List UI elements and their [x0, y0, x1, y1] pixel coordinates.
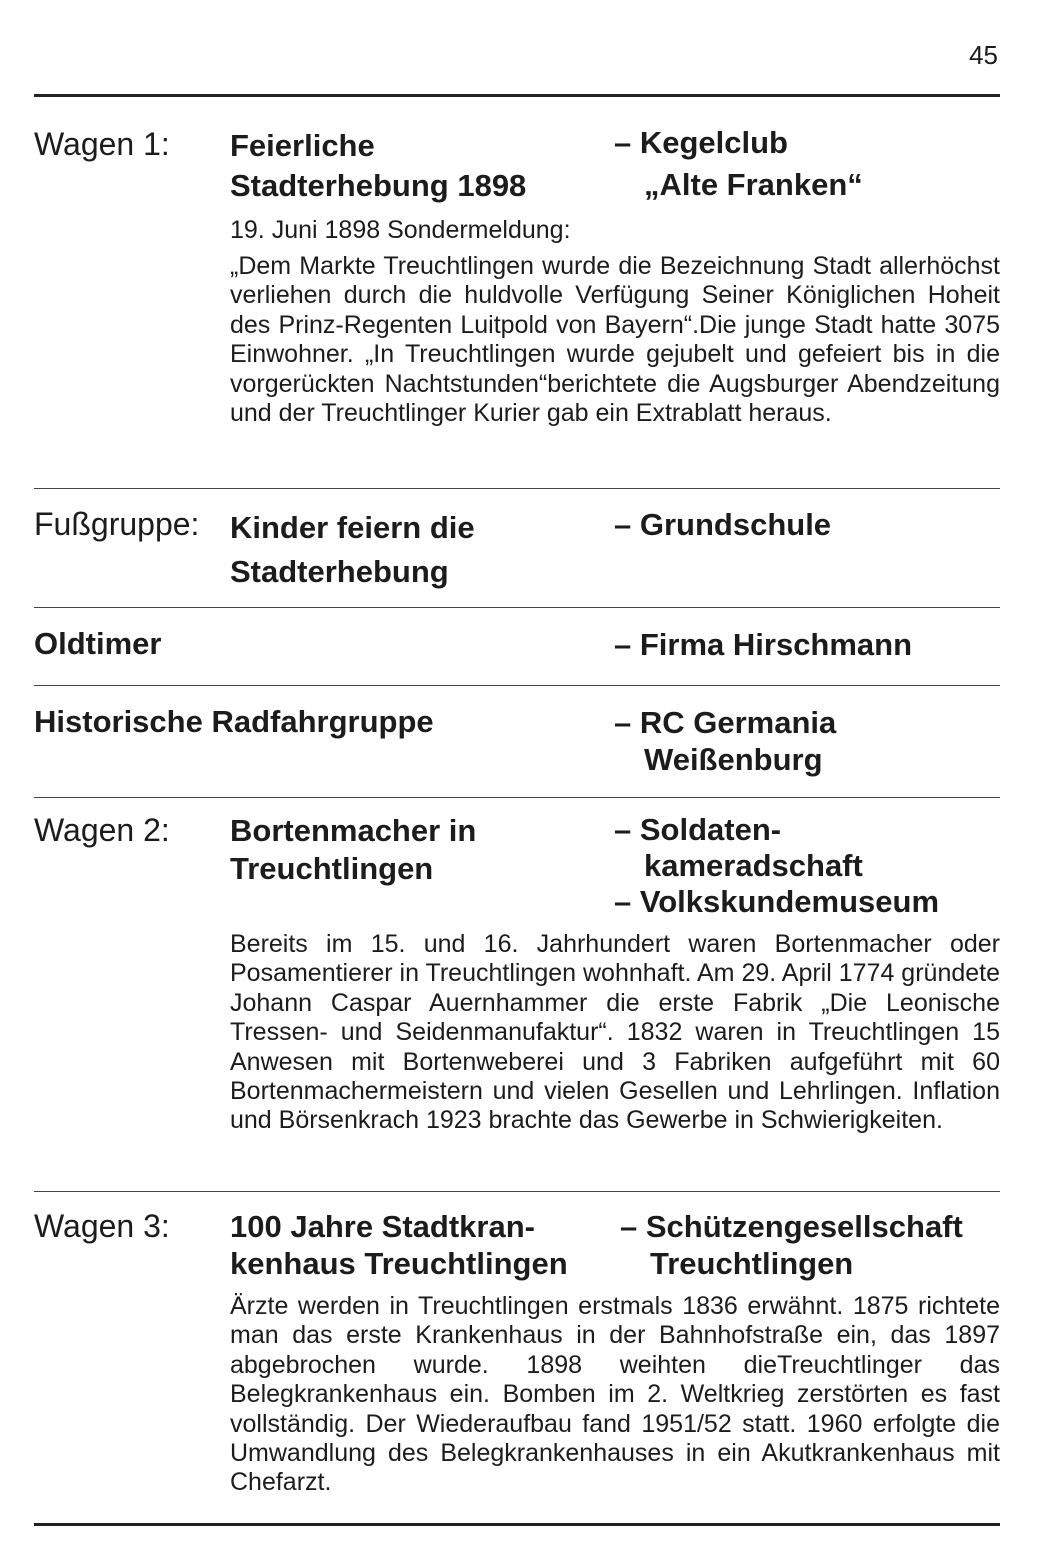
entry-organization — [614, 626, 1004, 663]
entry-org-line: – Grundschule — [614, 507, 832, 542]
entry-label: Oldtimer — [34, 626, 162, 661]
entry-org-line: „Alte Franken“ — [644, 167, 863, 202]
entry-wagen-2 — [34, 812, 1004, 1182]
entry-org-line: – Volkskundemuseum — [614, 884, 940, 919]
entry-org-line: – RC Germania — [614, 705, 837, 740]
entry-label: Wagen 2: — [34, 812, 170, 848]
entry-subheading: 19. Juni 1898 Sondermeldung: — [230, 216, 571, 244]
entry-title — [230, 126, 610, 206]
entry-org-line: – Soldaten- — [614, 812, 782, 847]
entry-organization — [614, 122, 1004, 206]
entry-organization — [614, 812, 1004, 920]
entry-org-line: – Firma Hirschmann — [614, 627, 913, 662]
entry-fussgruppe — [34, 506, 1004, 596]
entry-description: Bereits im 15. und 16. Jahrhundert waren Bortenmacher oder Posamentierer in Treuchtlingen wohnhaft. Am 29. April 1774 gründete Johann Caspar Auernhammer die erste Fabrik „Die Leonische Tressen- und Seidenmanufaktur“. 1832 waren in Treuchtlingen 15 Anwesen mit Bortenweberei und 3 Fabriken aufgeführt mit 60 Bortenmachermeistern und vielen Gesellen und Lehrlingen. Inflation und Börsenkrach 1923 brachte das Gewerbe in Schwierigkeiten. — [230, 930, 1000, 1135]
divider — [34, 607, 1000, 608]
entry-title-line: Treuchtlingen — [230, 851, 434, 886]
entry-title — [230, 812, 610, 888]
entry-label: Fußgruppe: — [34, 506, 200, 542]
entry-title — [230, 1208, 630, 1282]
entry-wagen-3 — [34, 1208, 1004, 1508]
divider — [34, 797, 1000, 798]
divider — [34, 1191, 1000, 1192]
entry-title-line: Stadterhebung 1898 — [230, 168, 527, 203]
entry-title-line: 100 Jahre Stadtkran- — [230, 1209, 535, 1244]
entry-organization — [614, 704, 1004, 778]
top-rule — [34, 94, 1000, 97]
entry-organization — [614, 506, 1004, 543]
page-number: 45 — [969, 40, 998, 70]
entry-org-line: Weißenburg — [644, 742, 823, 777]
entry-oldtimer — [34, 626, 1004, 670]
entry-org-line: Treuchtlingen — [650, 1246, 854, 1281]
entry-label: Wagen 1: — [34, 126, 170, 162]
bottom-rule — [34, 1523, 1000, 1526]
entry-radfahrgruppe — [34, 704, 1004, 784]
entry-title-line: Bortenmacher in — [230, 813, 477, 848]
entry-label: Historische Radfahrgruppe — [34, 704, 434, 739]
entry-title-line: Feierliche — [230, 128, 375, 163]
entry-title — [230, 506, 610, 594]
entry-title-line: Stadterhebung — [230, 554, 449, 589]
entry-org-line: kameradschaft — [644, 848, 863, 883]
entry-organization — [620, 1208, 1010, 1282]
divider — [34, 488, 1000, 489]
entry-description: „Dem Markte Treuchtlingen wurde die Bezeichnung Stadt allerhöchst verliehen durch die huldvolle Verfügung Seiner Königlichen Hoheit des Prinz-Regenten Luitpold von Bayern“.Die junge Stadt hatte 3075 Einwohner. „In Treuchtlingen wurde gejubelt und gefeiert bis in die vorgerückten Nachtstunden“berichtete die Augsburger Abendzeitung und der Treuchtlinger Kurier gab ein Extrablatt heraus. — [230, 252, 1000, 428]
entry-org-line: – Schützengesellschaft — [620, 1209, 963, 1244]
entry-description: Ärzte werden in Treuchtlingen erstmals 1836 erwähnt. 1875 richtete man das erste Krankenhaus in der Bahnhofstraße ein, das 1897 abgebrochen wurde. 1898 weihten dieTreuchtlinger das Belegkrankenhaus ein. Bomben im 2. Weltkrieg zerstörten es fast vollständig. Der Wiederaufbau fand 1951/52 statt. 1960 erfolgte die Umwandlung des Belegkrankenhauses in ein Akutkrankenhaus mit Chefarzt. — [230, 1292, 1000, 1497]
entry-wagen-1 — [34, 126, 1004, 471]
entry-title-line: Kinder feiern die — [230, 510, 475, 545]
divider — [34, 685, 1000, 686]
entry-org-line: – Kegelclub — [614, 125, 788, 160]
entry-label: Wagen 3: — [34, 1208, 170, 1244]
entry-title-line: kenhaus Treuchtlingen — [230, 1246, 568, 1281]
